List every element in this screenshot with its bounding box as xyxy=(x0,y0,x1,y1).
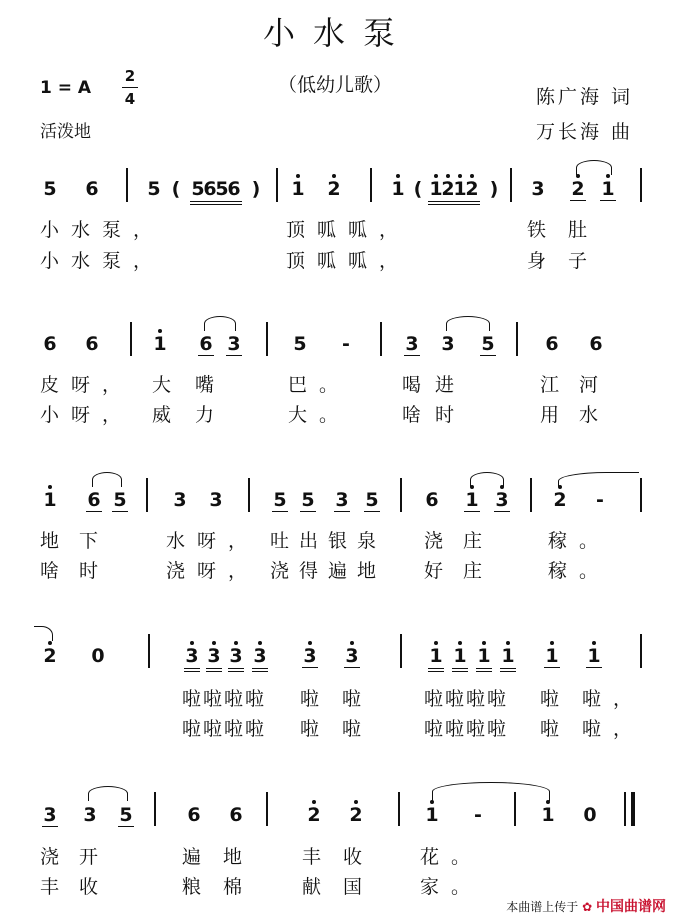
lyric: 大。 xyxy=(288,404,351,426)
note: 6 xyxy=(226,178,242,205)
bar-line xyxy=(248,478,250,512)
lyric: 浇呀， xyxy=(166,560,260,582)
lyric: 大嘴 xyxy=(152,374,239,396)
note: 3 xyxy=(252,645,268,672)
note: 3 xyxy=(173,489,187,511)
bar-line xyxy=(640,168,642,202)
note: - xyxy=(342,333,350,355)
lyric: 稼。 xyxy=(548,530,611,552)
lyric: 地下 xyxy=(40,530,119,552)
bar-line xyxy=(516,322,518,356)
bar-line xyxy=(146,478,148,512)
lyric: 小水泵， xyxy=(40,219,165,241)
note: 1 xyxy=(291,178,305,200)
note: 0 xyxy=(583,804,597,826)
bar-line xyxy=(148,634,150,668)
slur xyxy=(576,160,612,175)
note: 1 xyxy=(452,178,468,205)
note: 1 xyxy=(428,645,444,672)
tie-end xyxy=(34,626,53,641)
note: ( xyxy=(413,178,423,200)
note: 3 xyxy=(206,645,222,672)
note: 5 xyxy=(365,489,379,511)
note: 5 xyxy=(113,489,127,511)
note: 2 xyxy=(349,804,363,826)
footer xyxy=(506,896,666,916)
note: 2 xyxy=(553,489,567,511)
lyric: 家。 xyxy=(420,876,483,898)
composer-credit: 万长海 曲 xyxy=(536,121,634,143)
lyric: 啦啦啦啦 xyxy=(424,688,509,710)
note: ) xyxy=(489,178,499,200)
note: 1 xyxy=(43,489,57,511)
note: 1 xyxy=(476,645,492,672)
note: 1 xyxy=(391,178,405,200)
lyric: 用水 xyxy=(540,404,619,426)
key-signature: 1 = A xyxy=(40,78,92,98)
lyric: 啦啦啦啦 xyxy=(182,718,267,740)
lyric: 吐出银泉 xyxy=(270,530,387,552)
slur xyxy=(446,316,490,331)
song-title: 小水泵 xyxy=(262,14,413,52)
note: ( xyxy=(171,178,181,200)
note: 2 xyxy=(43,645,57,667)
note: 1 xyxy=(425,804,439,826)
lyric: 稼。 xyxy=(548,560,611,582)
note: 0 xyxy=(91,645,105,667)
lyric: 小水泵， xyxy=(40,250,165,272)
lyric: 浇开 xyxy=(40,846,119,868)
lyric: 啦 xyxy=(540,688,572,710)
note: 2 xyxy=(571,178,585,200)
lyric: 铁肚 xyxy=(527,219,610,241)
note: 2 xyxy=(327,178,341,200)
lyric: 丰收 xyxy=(302,846,385,868)
note: 3 xyxy=(345,645,359,667)
note: 1 xyxy=(587,645,601,667)
note: 3 xyxy=(43,804,57,826)
time-signature xyxy=(122,66,138,109)
lyric: 水呀， xyxy=(166,530,260,552)
bar-line xyxy=(130,322,132,356)
note: 6 xyxy=(589,333,603,355)
lyric: 顶呱呱， xyxy=(286,219,411,241)
note: 6 xyxy=(199,333,213,355)
final-bar-thick xyxy=(631,792,635,826)
lyric: 江河 xyxy=(540,374,619,396)
bar-line xyxy=(266,322,268,356)
bar-line xyxy=(370,168,372,202)
lyric: 粮棉 xyxy=(182,876,265,898)
note: 6 xyxy=(187,804,201,826)
note: 1 xyxy=(545,645,559,667)
note: 5 xyxy=(147,178,161,200)
note: 5 xyxy=(273,489,287,511)
note: 2 xyxy=(464,178,480,205)
lyric: 喝进 xyxy=(402,374,469,396)
note: 5 xyxy=(214,178,230,205)
lyric: 浇庄 xyxy=(424,530,503,552)
lyric: 好庄 xyxy=(424,560,503,582)
final-bar-thin xyxy=(624,792,626,826)
note: 1 xyxy=(541,804,555,826)
bar-line xyxy=(276,168,278,202)
bar-line xyxy=(640,478,642,512)
note: 6 xyxy=(87,489,101,511)
note: 3 xyxy=(405,333,419,355)
upload-text: 本曲谱上传于 xyxy=(506,900,579,914)
bar-line xyxy=(510,168,512,202)
bar-line xyxy=(266,792,268,826)
note: - xyxy=(474,804,482,826)
note: 3 xyxy=(495,489,509,511)
note: 1 xyxy=(465,489,479,511)
note: 6 xyxy=(85,333,99,355)
lyric: 遍地 xyxy=(182,846,265,868)
tie-start xyxy=(558,472,639,487)
note: 3 xyxy=(184,645,200,672)
lyric: 啦 xyxy=(300,688,332,710)
note: 6 xyxy=(545,333,559,355)
note: 3 xyxy=(441,333,455,355)
bar-line xyxy=(530,478,532,512)
lyric: 啦 xyxy=(300,718,332,740)
lyric: 丰收 xyxy=(40,876,119,898)
lyric: 皮呀， xyxy=(40,374,134,396)
lyric: 啦 xyxy=(540,718,572,740)
slur xyxy=(470,472,504,487)
lyric: 身子 xyxy=(527,250,610,272)
site-name[interactable]: 中国曲谱网 xyxy=(596,899,666,915)
lyric: 威力 xyxy=(152,404,239,426)
note: 6 xyxy=(229,804,243,826)
note: 5 xyxy=(119,804,133,826)
note: - xyxy=(596,489,604,511)
lyric: 啦， xyxy=(582,688,645,710)
bar-line xyxy=(398,792,400,826)
bar-line xyxy=(400,634,402,668)
note: 2 xyxy=(307,804,321,826)
note: 5 xyxy=(293,333,307,355)
bar-line xyxy=(640,634,642,668)
lyric: 花。 xyxy=(420,846,483,868)
note: 3 xyxy=(209,489,223,511)
time-signature-top: 2 xyxy=(124,67,136,85)
note: 2 xyxy=(440,178,456,205)
note: 5 xyxy=(43,178,57,200)
note: 5 xyxy=(301,489,315,511)
tie xyxy=(432,782,550,801)
lyric: 啦啦啦啦 xyxy=(182,688,267,710)
lyric: 啦， xyxy=(582,718,645,740)
note: ) xyxy=(251,178,261,200)
lyric: 啦 xyxy=(342,688,374,710)
genre-label: （低幼儿歌） xyxy=(278,74,393,96)
site-logo-icon: ✿ xyxy=(582,900,593,914)
note: 5 xyxy=(190,178,206,205)
lyric: 浇得遍地 xyxy=(270,560,387,582)
note: 3 xyxy=(335,489,349,511)
note: 3 xyxy=(303,645,317,667)
lyric: 献国 xyxy=(302,876,385,898)
time-signature-bottom: 4 xyxy=(124,90,136,108)
lyric: 巴。 xyxy=(288,374,351,396)
note: 6 xyxy=(85,178,99,200)
slur xyxy=(92,472,122,487)
note: 1 xyxy=(601,178,615,200)
lyric: 啦啦啦啦 xyxy=(424,718,509,740)
note: 1 xyxy=(428,178,444,205)
lyric: 啦 xyxy=(342,718,374,740)
bar-line xyxy=(380,322,382,356)
lyricist-credit: 陈广海 词 xyxy=(536,86,634,108)
note: 5 xyxy=(481,333,495,355)
lyric: 顶呱呱， xyxy=(286,250,411,272)
lyric: 小呀， xyxy=(40,404,134,426)
note: 1 xyxy=(452,645,468,672)
note: 3 xyxy=(83,804,97,826)
bar-line xyxy=(126,168,128,202)
note: 3 xyxy=(227,333,241,355)
bar-line xyxy=(400,478,402,512)
note: 6 xyxy=(43,333,57,355)
note: 1 xyxy=(153,333,167,355)
lyric: 啥时 xyxy=(40,560,119,582)
note: 3 xyxy=(531,178,545,200)
note: 6 xyxy=(202,178,218,205)
tempo-marking: 活泼地 xyxy=(40,122,91,142)
slur xyxy=(204,316,236,331)
bar-line xyxy=(154,792,156,826)
slur xyxy=(88,786,128,801)
note: 1 xyxy=(500,645,516,672)
note: 6 xyxy=(425,489,439,511)
lyric: 啥时 xyxy=(402,404,469,426)
note: 3 xyxy=(228,645,244,672)
